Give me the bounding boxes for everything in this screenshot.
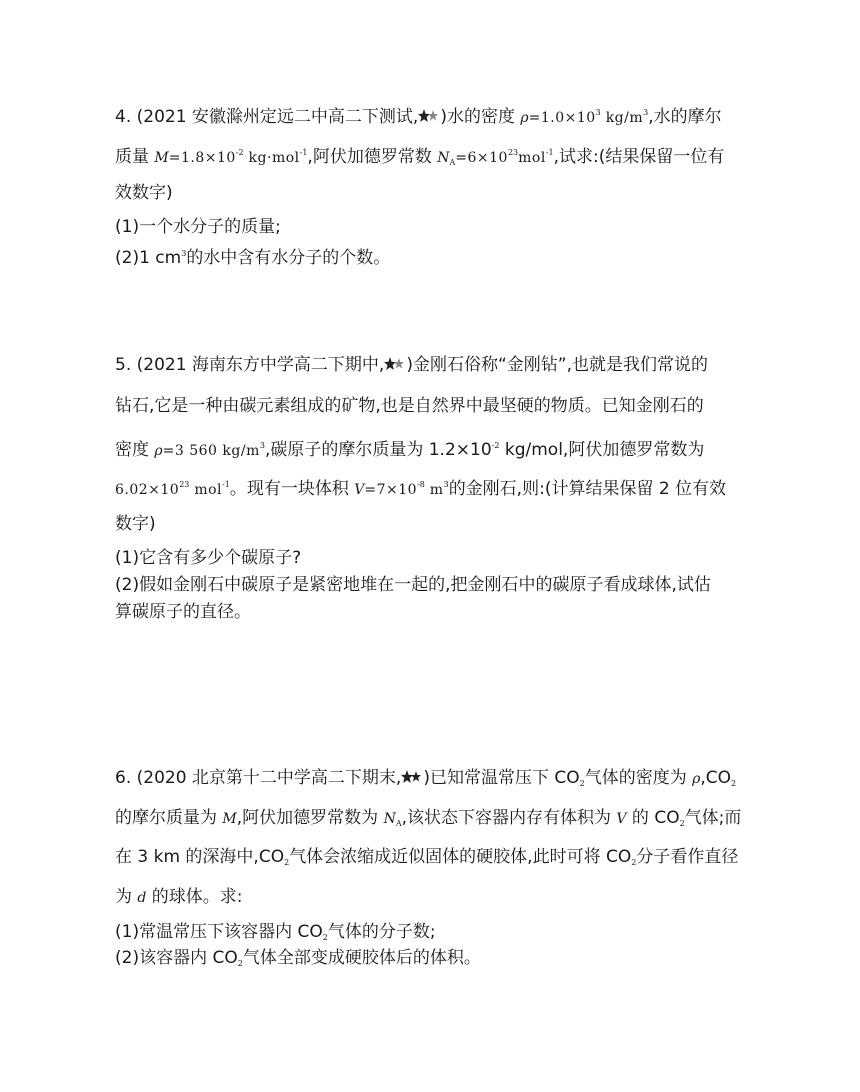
- problem-4-question-2: (2)1 $cm^3$的水中含有水分子的个数。: [115, 248, 391, 268]
- problem-4-line-3: 效数字): [115, 183, 173, 203]
- problem-5-question-2-b: 算碳原子的直径。: [115, 602, 251, 622]
- problem-4-question-1: (1)一个水分子的质量;: [115, 217, 281, 237]
- problem-4-line-2: 质量 $M=1.8\times 10^{-2}$ kg·mol$^{-1}$,阿伏加德罗常数 $N_A=6\times 10^{23}mol^{-1}$,试求:(结果保留一位有: [115, 147, 725, 167]
- difficulty-star-icon: [418, 108, 440, 124]
- problem-6-question-1: (1)常温常压下该容器内 $CO_2$气体的分子数;: [115, 922, 436, 942]
- problem-5-question-1: (1)它含有多少个碳原子?: [115, 548, 302, 568]
- problem-5-line-5: 数字): [115, 514, 156, 534]
- problem-5-line-4: $6.02\times 10^{23}$ mol$^{-1}$。现有一块体积 $V=7\times 10^{-8}$ $m^3$的金刚石,则:(计算结果保留 2 位有效: [115, 479, 727, 499]
- problem-4-line-1: 4. (2021 安徽滁州定远二中高二下测试, )水的密度 $\rho=1.0\times 10^3$ $kg/m^3$,水的摩尔: [115, 107, 722, 127]
- problem-5-line-3: 密度 ρ=3 560 $kg/m^3$,碳原子的摩尔质量为 $1.2\times 10^{-2}$ kg/mol,阿伏加德罗常数为: [115, 440, 705, 460]
- problem-6-line-2: 的摩尔质量为 M,阿伏加德罗常数为 $N_A$,该状态下容器内存有体积为 V 的 $CO_2$气体;而: [115, 808, 742, 828]
- problem-5-line-2: 钻石,它是一种由碳元素组成的矿物,也是自然界中最坚硬的物质。已知金刚石的: [115, 396, 704, 416]
- problem-5-question-2-a: (2)假如金刚石中碳原子是紧密地堆在一起的,把金刚石中的碳原子看成球体,试估: [115, 575, 711, 595]
- problem-6-line-1: 6. (2020 北京第十二中学高二下期末, )已知常温常压下 $CO_2$气体的密度为 $\rho,CO_2$: [115, 768, 737, 788]
- problem-5-line-1: 5. (2021 海南东方中学高二下期中, )金刚石俗称“金刚钻”,也就是我们常说的: [115, 355, 708, 375]
- problem-6-question-2: (2)该容器内 $CO_2$气体全部变成硬胶体后的体积。: [115, 948, 481, 968]
- difficulty-star-icon: [384, 356, 406, 372]
- problem-6-line-3: 在 3 km 的深海中$,CO_2$气体会浓缩成近似固体的硬胶体,此时可将 $CO_2$分子看作直径: [115, 847, 739, 867]
- problem-6-line-4: 为 d 的球体。求:: [115, 887, 243, 907]
- difficulty-star-icon: [401, 769, 423, 785]
